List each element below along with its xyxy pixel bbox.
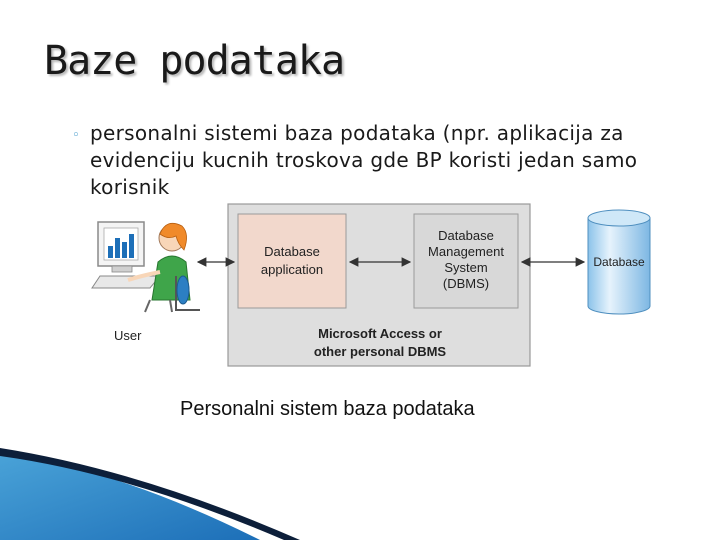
user-illustration: [92, 222, 200, 312]
keyboard-icon: [92, 276, 160, 288]
app-box-line1: Database: [264, 244, 320, 259]
database-application-box: [238, 214, 346, 308]
bullet-marker-icon: ◦: [72, 128, 80, 143]
container-label-line2: other personal DBMS: [313, 344, 447, 359]
dbms-box-line2: Management: [428, 244, 504, 259]
slide-title: Baze podataka: [44, 38, 345, 84]
figure-caption: Personalni sistem baza podataka: [180, 398, 475, 420]
bullet-text: personalni sistemi baza podataka (npr. aplikacija za evidenciju kucnih troskova gde BP koristi jedan samo korisnik: [90, 121, 638, 199]
app-box-line2: application: [260, 262, 324, 277]
container-label-line1: Microsoft Access or: [318, 326, 442, 341]
dbms-box-line3: System: [444, 260, 488, 275]
database-label: Database: [593, 255, 645, 269]
dbms-box-line4: (DBMS): [442, 276, 490, 291]
slide-corner-decoration: [0, 448, 300, 540]
user-label: User: [114, 328, 142, 343]
dbms-box-line1: Database: [438, 228, 494, 243]
